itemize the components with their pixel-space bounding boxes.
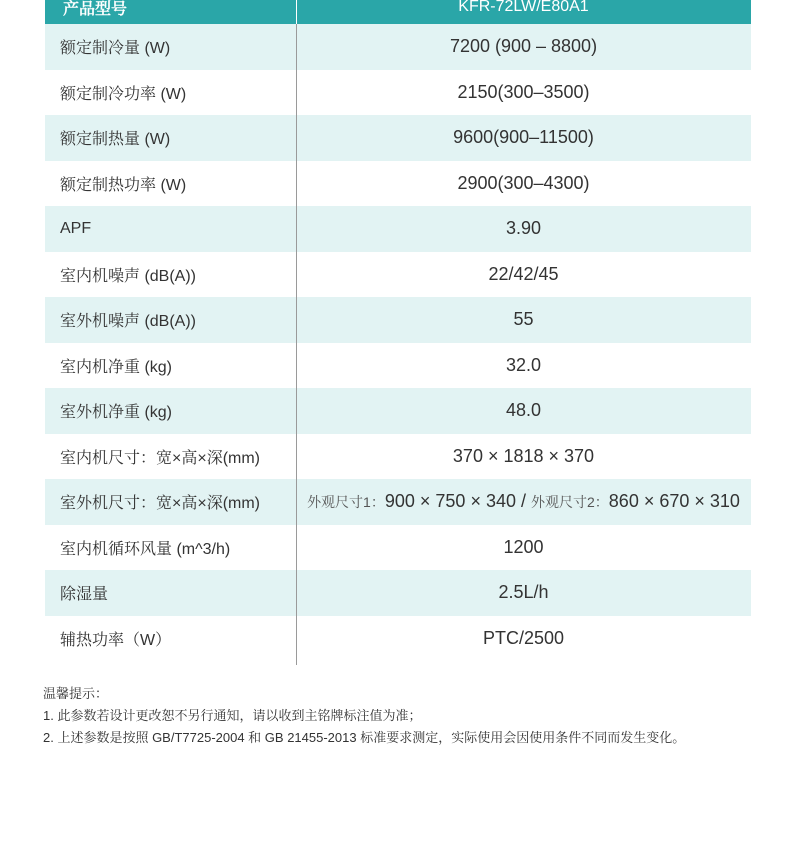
table-row — [45, 70, 751, 116]
column-divider — [296, 24, 297, 665]
table-row — [45, 570, 751, 616]
table-header — [45, 0, 751, 24]
header-label: 产品型号 — [63, 0, 128, 18]
row-value: 370 × 1818 × 370 — [452, 445, 595, 466]
row-label: 额定制冷量 (W) — [60, 40, 171, 58]
table-row — [45, 479, 751, 525]
row-label: 额定制热功率 (W) — [60, 176, 187, 194]
table-row — [45, 616, 751, 662]
outdoor-size-prefix-1: 外观尺寸1： — [307, 494, 385, 511]
row-value: 1200 — [503, 536, 544, 557]
row-label: APF — [60, 219, 92, 237]
table-row — [45, 115, 751, 161]
table-row — [45, 252, 751, 298]
row-value: 48.0 — [505, 400, 542, 421]
row-label: 额定制热量 (W) — [60, 131, 171, 149]
row-value: 55 — [513, 309, 534, 330]
row-value: 9600(900–11500) — [453, 127, 594, 148]
header-divider — [296, 0, 297, 24]
row-value: 7200 (900 – 8800) — [449, 36, 598, 57]
row-value: 32.0 — [505, 354, 542, 375]
row-value: 3.90 — [505, 218, 542, 239]
row-label: 室内机噪声 (dB(A)) — [60, 267, 197, 285]
row-value: 2900(300–4300) — [457, 172, 590, 193]
row-label: 室外机噪声 (dB(A)) — [60, 313, 197, 331]
table-row — [45, 161, 751, 207]
row-label: 室内机尺寸：宽×高×深(mm) — [60, 449, 261, 467]
row-value: 22/42/45 — [488, 263, 559, 284]
row-label: 室内机净重 (kg) — [60, 358, 173, 376]
notes-title: 温馨提示： — [43, 686, 109, 701]
row-label: 辅热功率（W） — [60, 632, 172, 649]
table-row — [45, 525, 751, 571]
row-label: 室内机循环风量 (m^3/h) — [60, 540, 231, 558]
row-label: 室外机尺寸：宽×高×深(mm) — [60, 495, 261, 513]
outdoor-size-2: 860 × 670 × 310 — [608, 491, 740, 512]
row-value: 2150(300–3500) — [457, 81, 590, 102]
outdoor-size-prefix-2: 外观尺寸2： — [531, 494, 609, 511]
notes-line-1: 1. 此参数若设计更改恕不另行通知，请以收到主铭牌标注值为准； — [43, 708, 422, 723]
row-label: 室外机净重 (kg) — [60, 404, 173, 422]
outdoor-size-value — [296, 491, 751, 512]
row-label: 除湿量 — [60, 586, 109, 604]
table-row — [45, 343, 751, 389]
table-row — [45, 388, 751, 434]
outdoor-size-separator: / — [515, 491, 531, 512]
model-number: KFR-72LW/E80A1 — [458, 0, 589, 15]
spec-table — [45, 0, 751, 662]
table-row — [45, 24, 751, 70]
table-row — [45, 297, 751, 343]
row-value: 2.5L/h — [498, 582, 549, 603]
row-value: PTC/2500 — [482, 628, 565, 648]
outdoor-size-1: 900 × 750 × 340 — [384, 491, 516, 512]
table-row — [45, 206, 751, 252]
table-row — [45, 434, 751, 480]
row-label: 额定制冷功率 (W) — [60, 85, 187, 103]
notes-section — [43, 683, 685, 749]
notes-line-2: 2. 上述参数是按照 GB/T7725-2004 和 GB 21455-2013 标准要求测定，实际使用会因使用条件不同而发生变化。 — [43, 730, 686, 745]
